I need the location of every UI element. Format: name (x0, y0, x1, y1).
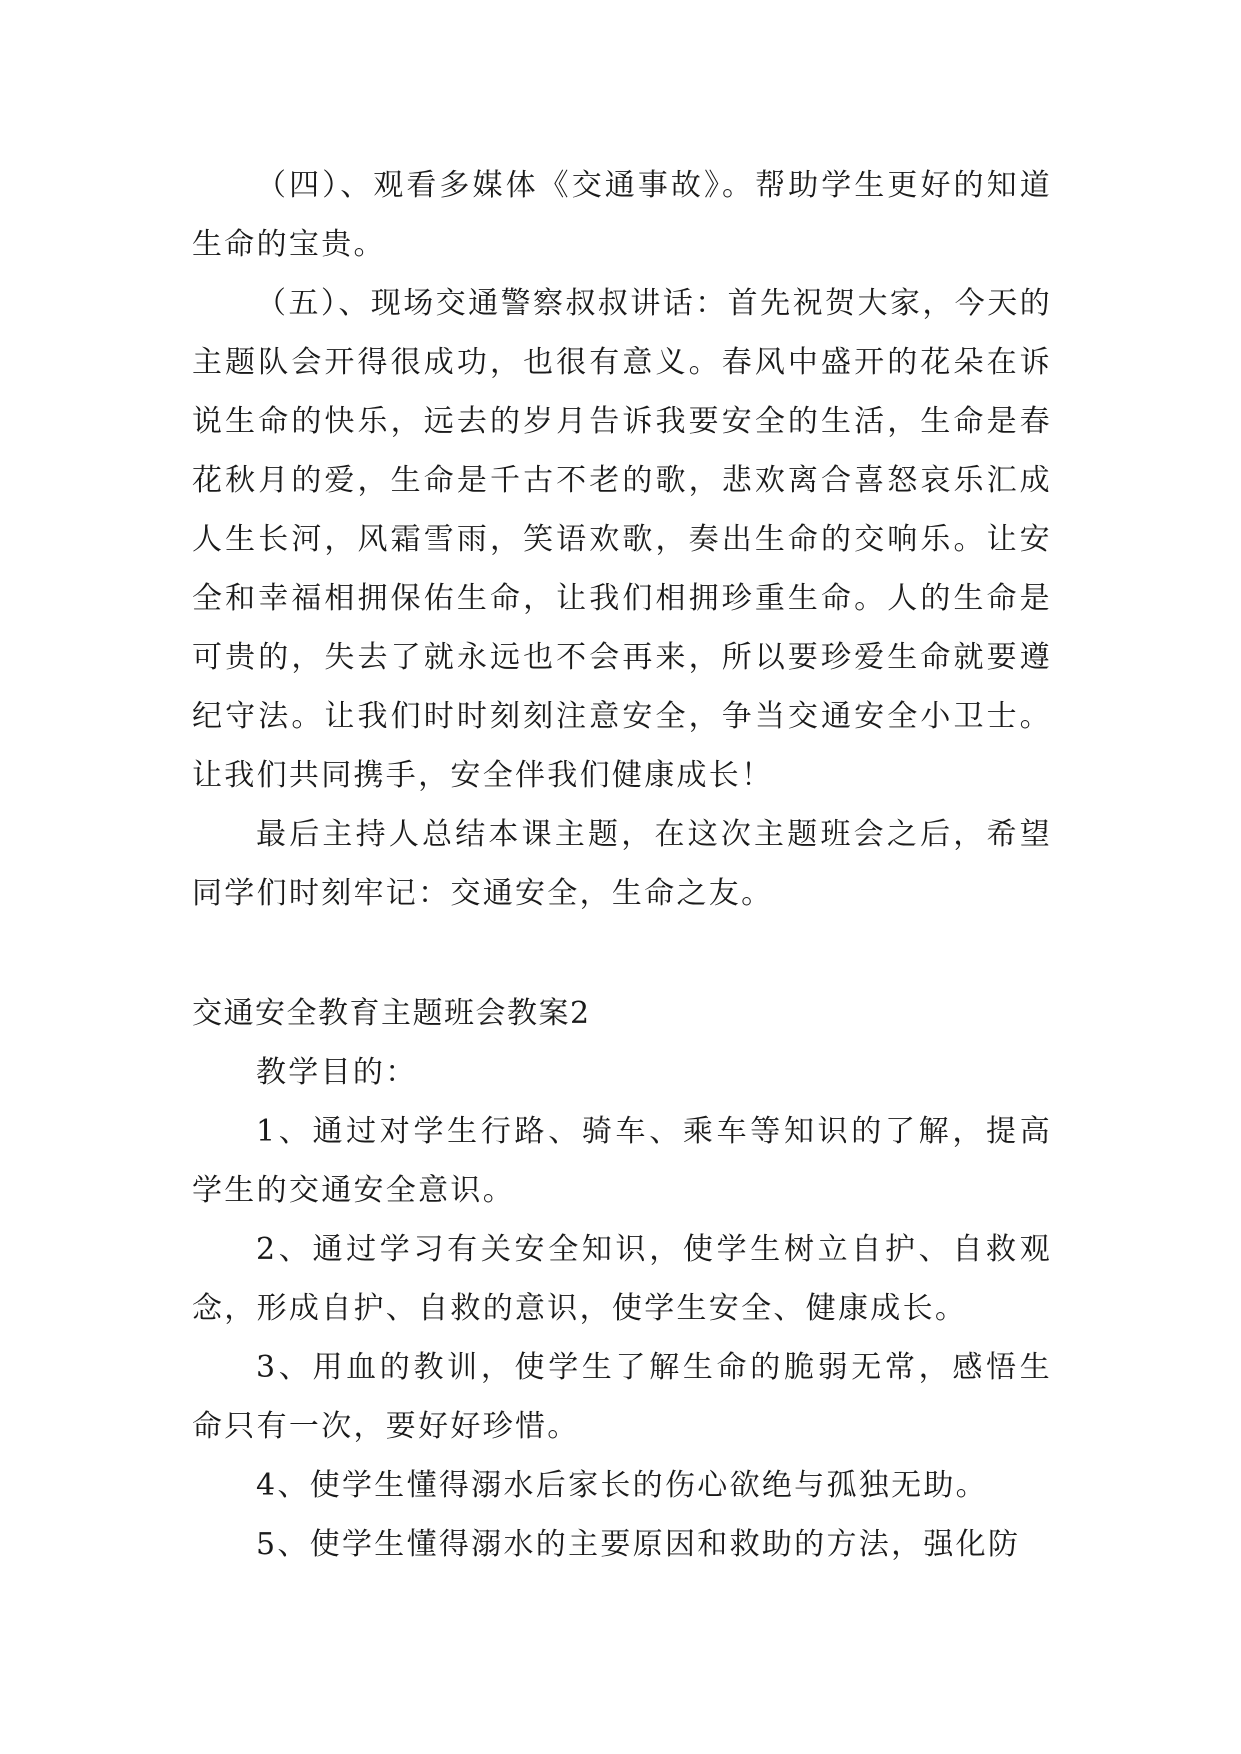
paragraph-goal-4: 4、使学生懂得溺水后家长的伤心欲绝与孤独无助。 (256, 1468, 988, 1503)
paragraph-goal-5: 5、使学生懂得溺水的主要原因和救助的方法，强化防 (256, 1527, 1021, 1562)
section-title: 交通安全教育主题班会教案2 (192, 996, 591, 1031)
paragraph-goal-1: 1、通过对学生行路、骑车、乘车等知识的了解，提高学生的交通安全意识。 (192, 1114, 1052, 1208)
paragraph-goal-2: 2、通过学习有关安全知识，使学生树立自护、自救观念，形成自护、自救的意识，使学生安全、健康成长。 (192, 1232, 1052, 1326)
paragraph-police-speech: （五）、现场交通警察叔叔讲话：首先祝贺大家，今天的主题队会开得很成功，也很有意义。春风中盛开的花朵在诉说生命的快乐，远去的岁月告诉我要安全的生活，生命是春花秋月的爱，生命是千古不老的歌，悲欢离合喜怒哀乐汇成人生长河，风霜雪雨，笑语欢歌，奏出生命的交响乐。让安全和幸福相拥保佑生命，让我们相拥珍重生命。人的生命是可贵的，失去了就永远也不会再来，所以要珍爱生命就要遵纪守法。让我们时时刻刻注意安全，争当交通安全小卫士。让我们共同携手，安全伴我们健康成长！ (192, 286, 1052, 793)
document-body (192, 156, 1052, 1574)
paragraph-multimedia: （四）、观看多媒体《交通事故》。帮助学生更好的知道生命的宝贵。 (192, 168, 1052, 262)
paragraph-teaching-goals-label: 教学目的： (256, 1055, 418, 1090)
paragraph-summary: 最后主持人总结本课主题，在这次主题班会之后，希望同学们时刻牢记：交通安全，生命之友。 (192, 817, 1052, 911)
paragraph-goal-3: 3、用血的教训，使学生了解生命的脆弱无常，感悟生命只有一次，要好好珍惜。 (192, 1350, 1052, 1444)
